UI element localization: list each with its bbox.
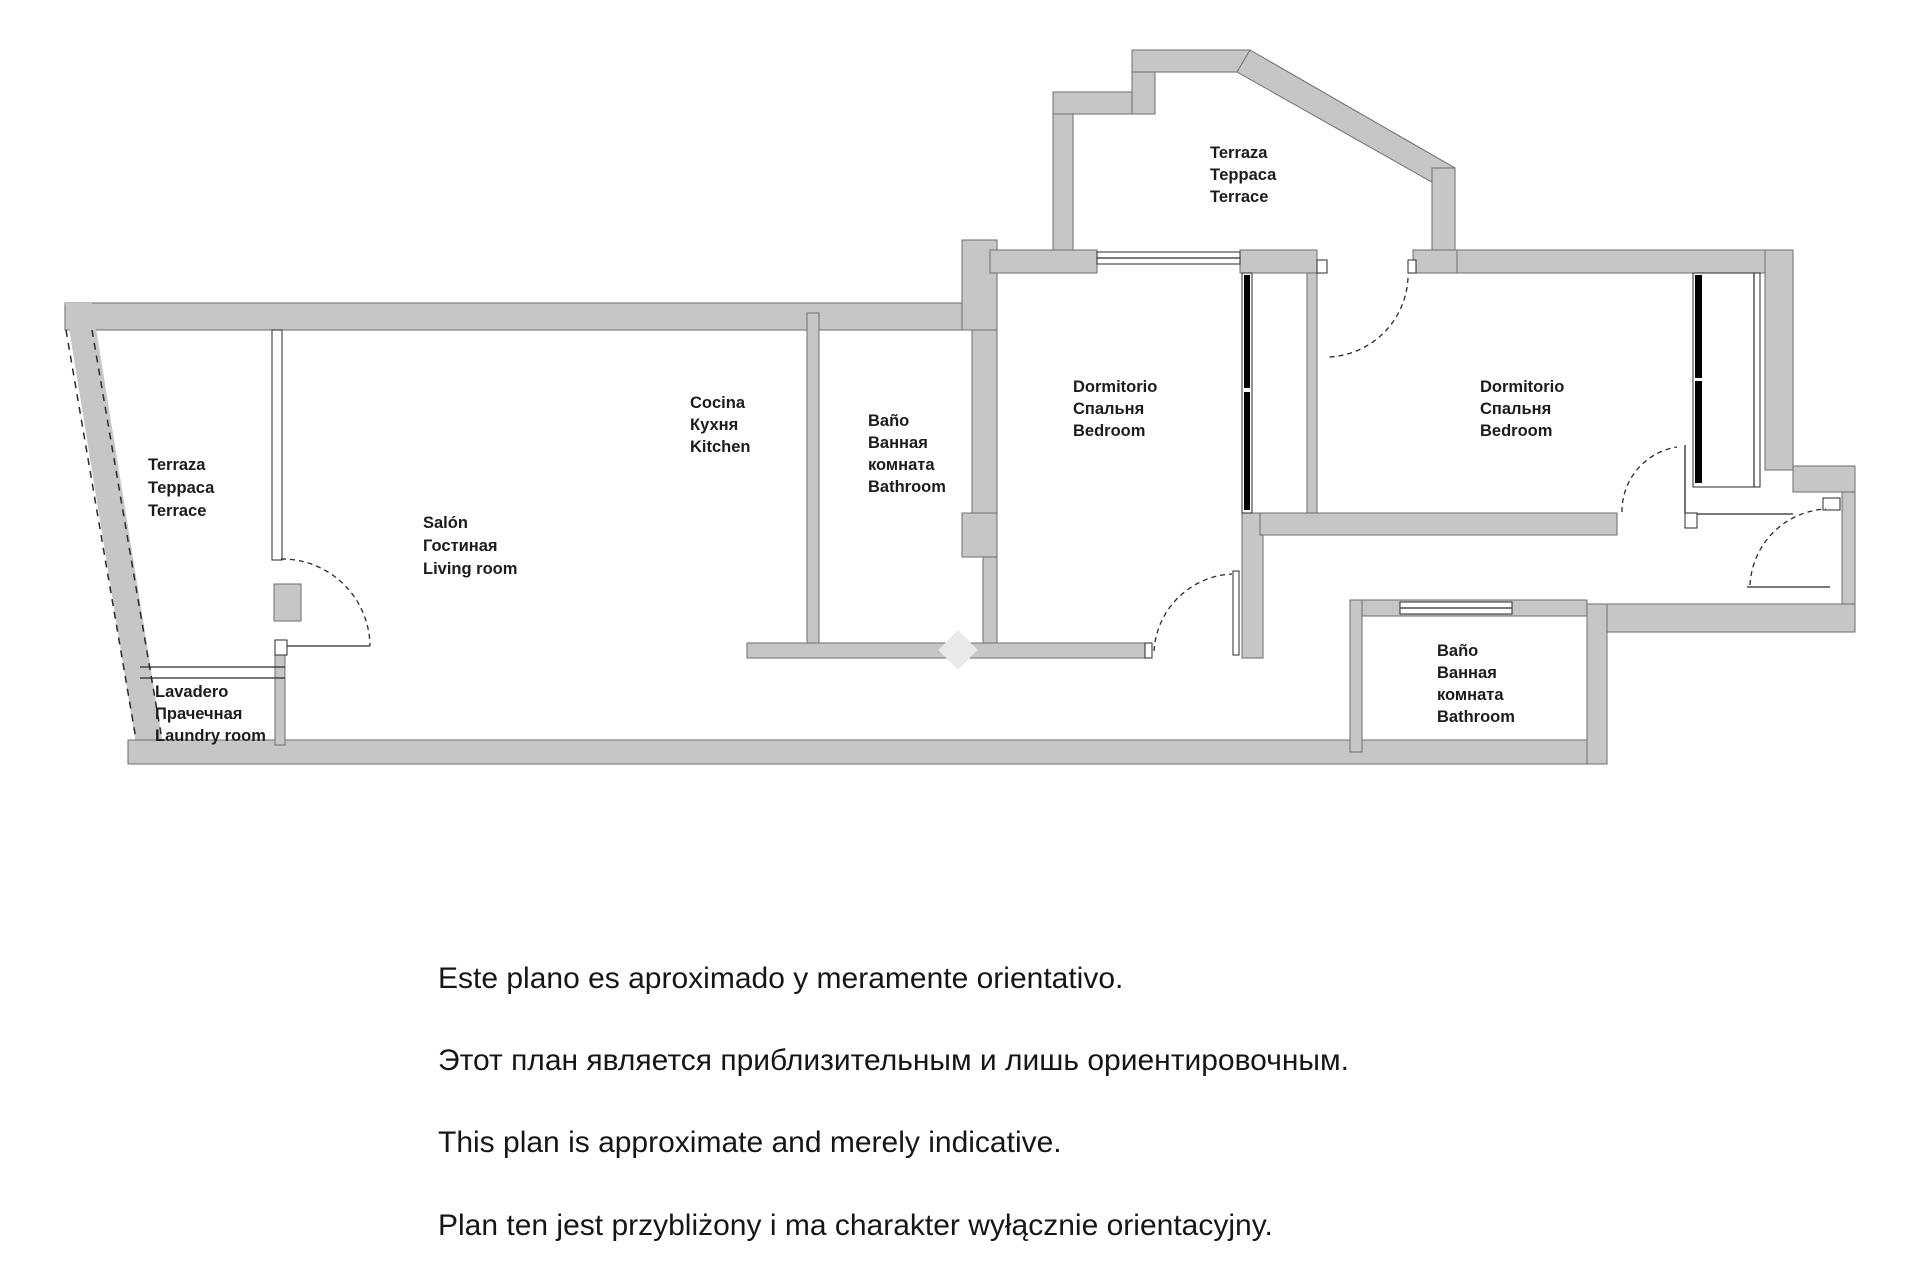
label-living-room-line1: Salón bbox=[423, 514, 468, 532]
label-laundry-line2: Прачечная bbox=[155, 705, 243, 723]
wall-terrace-bottom-right bbox=[1413, 250, 1457, 273]
wall-terrace-top bbox=[1132, 50, 1250, 72]
label-terrace-left-line1: Terraza bbox=[148, 456, 206, 474]
label-terrace-left-line2: Терраса bbox=[148, 479, 215, 497]
label-terrace-top-line3: Terrace bbox=[1210, 188, 1269, 206]
wall-terrace-right bbox=[1432, 168, 1455, 250]
label-laundry bbox=[155, 683, 266, 745]
label-bedroom-2 bbox=[1480, 378, 1564, 440]
window-frame-balcony bbox=[1693, 273, 1760, 487]
wall-right-exterior bbox=[1765, 250, 1793, 470]
window-bar-patio-upper bbox=[1244, 275, 1250, 388]
wall-bathroom1-corner bbox=[962, 513, 997, 557]
disclaimer-ru: Этот план является приблизительным и лишь ориентировочным. bbox=[438, 1044, 1349, 1077]
label-living-room bbox=[423, 514, 517, 578]
wall-entrance-step bbox=[1793, 466, 1855, 492]
door-stub-bedroom1 bbox=[1145, 643, 1152, 658]
disclaimer-pl: Plan ten jest przybliżony i ma charakter wyłącznie orientacyjny. bbox=[438, 1209, 1273, 1242]
label-bedroom2-line1: Dormitorio bbox=[1480, 378, 1565, 396]
label-laundry-line1: Lavadero bbox=[155, 683, 229, 701]
wall-bottom-main bbox=[128, 740, 1607, 764]
door-stub-terrace-bedroom2 bbox=[1408, 260, 1416, 273]
label-bedroom1-line2: Спальня bbox=[1073, 400, 1145, 418]
label-living-room-line3: Living room bbox=[423, 560, 518, 578]
label-kitchen-line1: Cocina bbox=[690, 394, 746, 412]
label-terrace-left-line3: Terrace bbox=[148, 502, 207, 520]
wall-hall-top bbox=[1260, 513, 1617, 535]
wall-terrace-notch-h bbox=[1053, 92, 1132, 114]
label-bathroom2-line4: Bathroom bbox=[1437, 708, 1515, 726]
wall-bedroom1-top-left bbox=[990, 250, 1097, 273]
wall-bathroom2-left bbox=[1350, 600, 1362, 752]
label-bathroom-1 bbox=[868, 412, 946, 496]
door-stub-terrace-salon bbox=[275, 640, 287, 655]
radiator-block bbox=[274, 584, 301, 621]
label-bedroom2-line3: Bedroom bbox=[1480, 422, 1553, 440]
wall-terrace-top-left bbox=[1053, 92, 1073, 250]
disclaimer-es: Este plano es aproximado y meramente orientativo. bbox=[438, 962, 1124, 995]
door-stub-hall-bedroom2 bbox=[1685, 513, 1697, 528]
label-bedroom1-line3: Bedroom bbox=[1073, 422, 1146, 440]
label-living-room-line2: Гостиная bbox=[423, 537, 498, 555]
wall-patio-right bbox=[1307, 273, 1317, 513]
wall-bedroom1-top-right bbox=[1240, 250, 1317, 273]
door-arc-hall-bedroom2 bbox=[1622, 447, 1677, 512]
label-kitchen bbox=[690, 394, 751, 456]
label-bathroom2-line3: комната bbox=[1437, 686, 1504, 704]
label-laundry-line3: Laundry room bbox=[155, 727, 266, 745]
label-terrace-top-line2: Терраса bbox=[1210, 166, 1277, 184]
label-bathroom1-line4: Bathroom bbox=[868, 478, 946, 496]
disclaimer-en: This plan is approximate and merely indicative. bbox=[438, 1126, 1062, 1159]
wall-top-main bbox=[65, 303, 972, 330]
label-terrace-top-line1: Terraza bbox=[1210, 144, 1268, 162]
label-bathroom1-line3: комната bbox=[868, 456, 935, 474]
label-bedroom1-line1: Dormitorio bbox=[1073, 378, 1158, 396]
wall-laundry-right bbox=[275, 650, 285, 745]
label-kitchen-line3: Kitchen bbox=[690, 438, 751, 456]
window-bar-balcony-lower bbox=[1695, 381, 1702, 483]
door-arc-entrance bbox=[1750, 509, 1826, 585]
label-terrace-top bbox=[1210, 144, 1277, 206]
wall-bathroom1-right bbox=[972, 330, 997, 513]
label-terrace-left bbox=[148, 456, 215, 520]
wall-terrace-diagonal bbox=[1237, 50, 1455, 185]
door-arc-terrace-bedroom2 bbox=[1329, 278, 1408, 357]
label-bathroom2-line1: Baño bbox=[1437, 642, 1479, 660]
window-bar-balcony-upper bbox=[1695, 275, 1702, 378]
wall-left-slanted bbox=[65, 303, 165, 757]
wall-bathroom2-right bbox=[1587, 604, 1607, 764]
window-bar-patio-lower bbox=[1244, 392, 1250, 510]
label-bedroom-1 bbox=[1073, 378, 1157, 440]
label-kitchen-line2: Кухня bbox=[690, 416, 739, 434]
watermark-diamond bbox=[938, 630, 978, 670]
wall-kitchen-bathroom1 bbox=[807, 313, 819, 658]
door-stub-entrance bbox=[1823, 498, 1840, 510]
window-terrace-salon-divider bbox=[272, 330, 282, 560]
wall-bottom-right-band bbox=[1587, 604, 1855, 632]
label-bedroom2-line2: Спальня bbox=[1480, 400, 1552, 418]
label-bathroom1-line1: Baño bbox=[868, 412, 910, 430]
wall-bedroom2-top bbox=[1457, 250, 1793, 273]
door-arc-bedroom1 bbox=[1154, 574, 1232, 651]
label-bathroom1-line2: Ванная bbox=[868, 434, 928, 452]
label-bathroom2-line2: Ванная bbox=[1437, 664, 1497, 682]
door-leaf-bedroom1 bbox=[1233, 571, 1239, 655]
wall-bathroom1-right-lower bbox=[983, 557, 997, 643]
label-bathroom-2 bbox=[1437, 642, 1515, 726]
door-hinge-terrace-bedroom2 bbox=[1317, 260, 1327, 273]
